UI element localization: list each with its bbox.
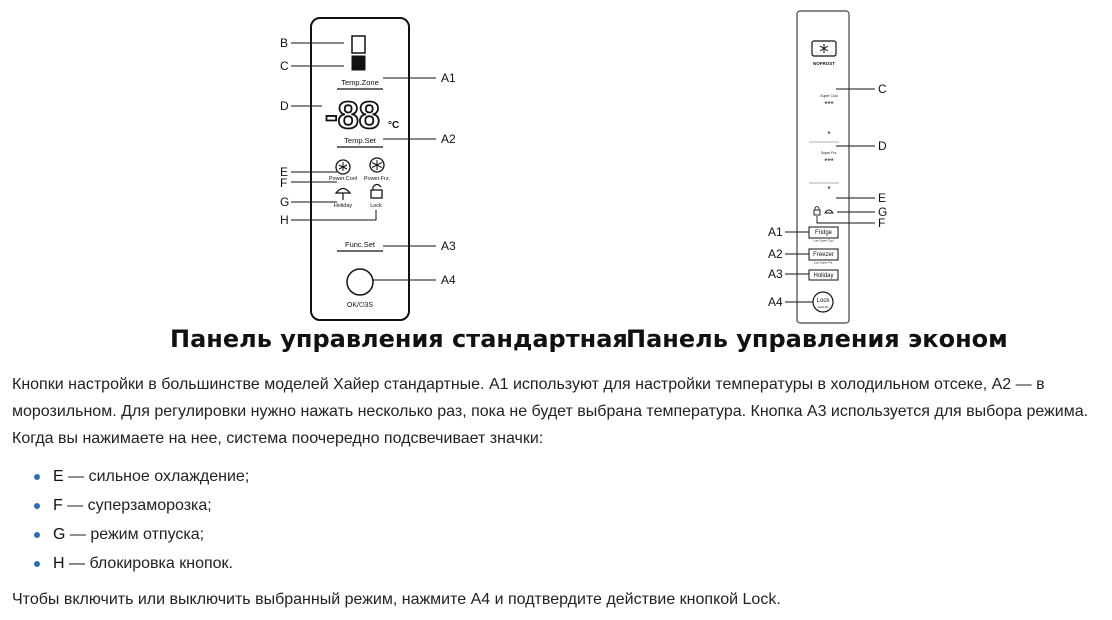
func-set-label: Func.Set <box>344 240 376 249</box>
econom-callout-a2: A2 <box>768 247 783 261</box>
bullet-icon <box>34 503 40 509</box>
mode-desc: — суперзаморозка; <box>62 497 212 514</box>
econom-callout-a1: A1 <box>768 225 783 239</box>
lock-sub-label: Hold 3S <box>818 305 828 309</box>
ok-label: OK/⏻3S <box>346 302 374 309</box>
standard-panel-caption: Панель управления стандартная <box>170 325 628 353</box>
fridge-button-label: Fridge <box>814 230 833 236</box>
callout-f: F <box>280 176 288 190</box>
mode-key: G <box>53 526 66 543</box>
econom-callout-a4: A4 <box>768 295 783 309</box>
freezer-sub-label: Low Super Frz. <box>814 260 833 265</box>
temp-set-label: Temp.Set <box>344 136 376 145</box>
holiday-label: Holiday <box>333 203 353 209</box>
callout-a2: A2 <box>441 132 456 146</box>
mode-key: E <box>53 468 64 485</box>
callout-a4: A4 <box>441 273 456 287</box>
econom-holiday-icon <box>825 210 833 213</box>
super-cool-stars: *** <box>824 100 834 109</box>
lock-button-label: Lock <box>816 298 830 304</box>
holiday-icon <box>336 189 350 194</box>
callout-g: G <box>280 195 290 209</box>
super-frz-stars: *** <box>824 157 834 166</box>
intro-paragraph: Кнопки настройки в большинстве моделей Хайер стандартные. А1 используют для настройки температуры в холодильном отсеке, А2 — в морозильном. Для регулировки нужно нажать несколько раз, пока не будет выбрана температура. Кнопка А3 используется для выбора режима. Когда вы нажимаете на нее, система поочередно подсвечивает значки: <box>12 376 1089 447</box>
freezer-temp-indicator: * <box>827 185 831 194</box>
fridge-temp-indicator: * <box>827 130 831 139</box>
callout-c: C <box>280 59 289 73</box>
display-unit: °C <box>388 120 400 131</box>
super-frz-label: Super Frz. <box>820 151 838 155</box>
econom-callout-c: C <box>878 82 887 96</box>
list-item <box>12 491 249 520</box>
callout-e: E <box>280 165 289 179</box>
bullet-icon <box>34 474 40 480</box>
mode-desc: — сильное охлаждение; <box>63 468 250 485</box>
econom-callout-d: D <box>878 139 887 153</box>
econom-panel-caption: Панель управления эконом <box>626 325 1008 353</box>
zone-indicator-b <box>352 36 365 53</box>
econom-callout-f: F <box>878 216 886 230</box>
ok-button-icon <box>347 269 373 295</box>
outro-paragraph: Чтобы включить или выключить выбранный режим, нажмите А4 и подтвердите действие кнопкой Lock. <box>12 591 781 608</box>
callout-d: D <box>280 99 289 113</box>
econom-callout-a3: A3 <box>768 267 783 281</box>
nofrost-label: NOFROST <box>813 61 835 66</box>
power-frz-label: Power.Frz. <box>363 176 391 182</box>
mode-desc: — блокировка кнопок. <box>64 555 233 572</box>
super-cool-label: Super Cool <box>820 94 838 98</box>
display-digits: -88 <box>325 95 380 137</box>
standard-panel-diagram <box>291 18 436 320</box>
list-item <box>12 462 249 491</box>
callout-a3: A3 <box>441 239 456 253</box>
econom-callout-e: E <box>878 191 887 205</box>
bullet-icon <box>34 532 40 538</box>
callout-a1: A1 <box>441 71 456 85</box>
econom-panel-text <box>768 61 887 309</box>
mode-desc: — режим отпуска; <box>65 526 205 543</box>
holiday-button-label: Holiday <box>813 273 834 279</box>
list-item <box>12 549 249 578</box>
bullet-icon <box>34 561 40 567</box>
lock-label: Lock <box>370 203 382 209</box>
callout-b: B <box>280 36 289 50</box>
lock-icon <box>371 190 382 198</box>
modes-list <box>12 462 249 578</box>
temp-zone-label: Temp.Zone <box>341 78 379 87</box>
zone-indicator-c <box>352 56 365 70</box>
power-cool-label: Power.Cool <box>328 176 358 182</box>
mode-key: F <box>53 497 63 514</box>
mode-key: H <box>53 555 65 572</box>
econom-lock-icon <box>814 210 820 215</box>
econom-callout-g: G <box>878 205 888 219</box>
freezer-button-label: Freezer <box>813 252 834 258</box>
list-item <box>12 520 249 549</box>
callout-h: H <box>280 213 289 227</box>
fridge-sub-label: Low Super Cool <box>813 238 834 243</box>
